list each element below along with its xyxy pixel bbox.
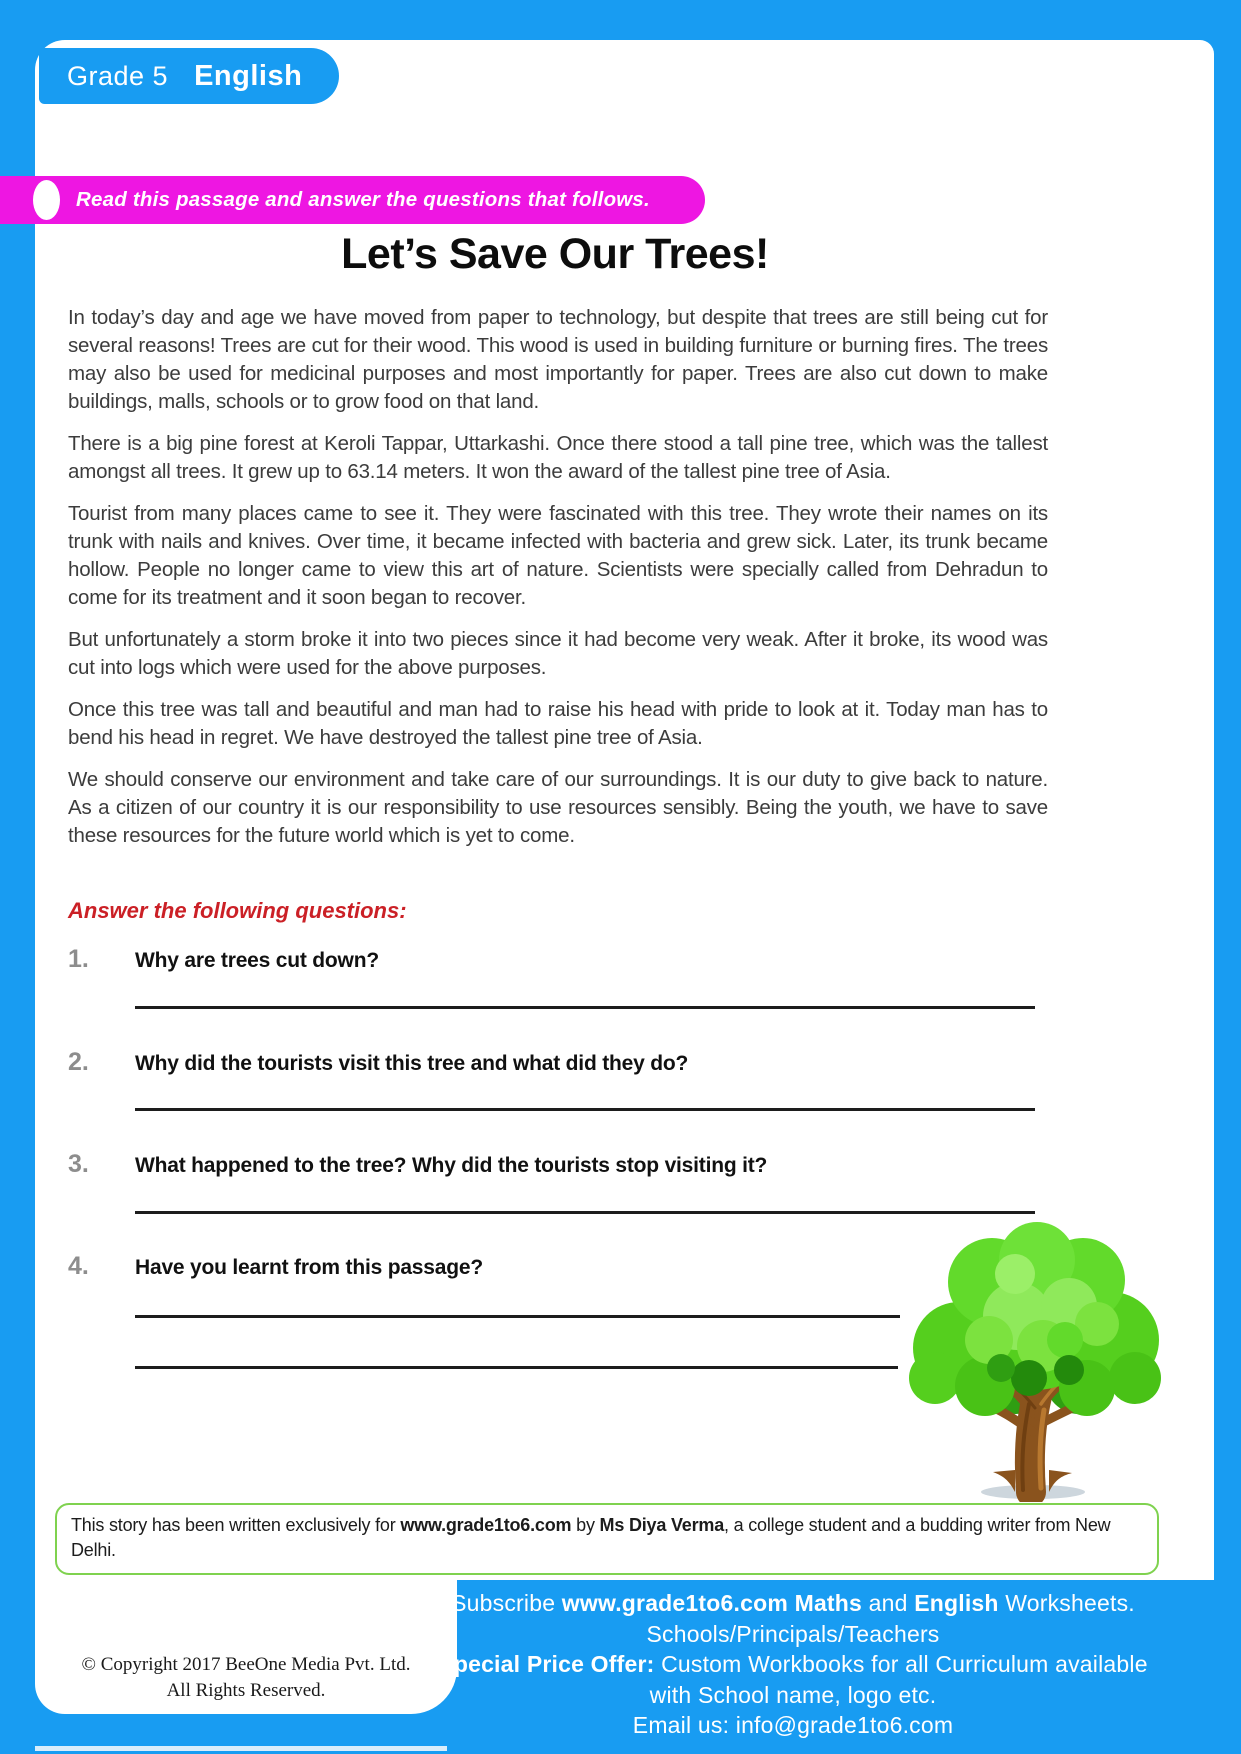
footer-subscribe-line — [428, 1588, 1158, 1619]
worksheet-sheet — [35, 40, 1214, 1580]
subject-label: English — [194, 59, 303, 92]
passage-body — [68, 304, 1048, 864]
passage-paragraph: Tourist from many places came to see it. They were fascinated with this tree. They wrote their names on its trunk with nails and knives. Over time, it became infected with bacteria and grew sick. Later, its trunk became hollow. People no longer came to view this art of nature. Scientists were specially called from Dehradun to come for its treatment and it soon began to recover. — [68, 502, 1048, 609]
footer-site-maths: www.grade1to6.com Maths — [561, 1590, 863, 1616]
footer-subscribe-suffix: Worksheets. — [998, 1590, 1135, 1616]
footer-promo — [428, 1588, 1158, 1741]
copyright-panel — [35, 1580, 457, 1714]
credit-text-suffix: , a college student and a budding writer from New Delhi. — [71, 1515, 1111, 1560]
passage-paragraph: We should conserve our environment and take care of our surroundings. It is our duty to give back to nature. As a citizen of our country it is our responsibility to use resources sensibly. Being the youth, we have to save these resources for the future world which is yet to come. — [68, 768, 1048, 847]
story-credit-box — [55, 1503, 1159, 1575]
instruction-text: Read this passage and answer the questions that follows. — [76, 188, 650, 211]
copyright-line1: © Copyright 2017 BeeOne Media Pvt. Ltd. — [81, 1654, 411, 1675]
footer-offer-line — [428, 1649, 1158, 1680]
question-text: Why did the tourists visit this tree and what did they do? — [135, 1052, 689, 1075]
answer-blank-line — [135, 1366, 898, 1369]
question-text: What happened to the tree? Why did the tourists stop visiting it? — [135, 1154, 768, 1177]
credit-text-middle: by — [571, 1515, 600, 1535]
question-number: 3. — [68, 1150, 89, 1178]
answer-blank-line — [135, 1315, 900, 1318]
grade-label: Grade 5 — [67, 60, 169, 91]
footer-offer-rest: Custom Workbooks for all Curriculum available — [654, 1651, 1148, 1677]
credit-author: Ms Diya Verma — [599, 1515, 725, 1535]
question-number: 4. — [68, 1252, 89, 1280]
question-text: Why are trees cut down? — [135, 949, 379, 972]
footer-offer-line2: with School name, logo etc. — [649, 1681, 937, 1708]
passage-title: Let’s Save Our Trees! — [341, 230, 769, 278]
credit-text-prefix: This story has been written exclusively for — [71, 1515, 401, 1535]
question-number: 2. — [68, 1048, 89, 1076]
passage-paragraph: In today’s day and age we have moved from paper to technology, but despite that trees are still being cut for several reasons! Trees are cut for their wood. This wood is used in building furniture or burning fires. The trees may also be used for medicinal purposes and most importantly for paper. Trees are also cut down to make buildings, malls, schools or to grow food on that land. — [68, 306, 1048, 413]
answer-blank-line — [135, 1006, 1035, 1009]
passage-paragraph: There is a big pine forest at Keroli Tappar, Uttarkashi. Once there stood a tall pine tree, which was the tallest amongst all trees. It grew up to 63.14 meters. It won the award of the tallest pine tree of Asia. — [68, 432, 1048, 483]
passage-paragraph: Once this tree was tall and beautiful and man had to raise his head with pride to look at it. Today man has to bend his head in regret. We have destroyed the tallest pine tree of Asia. — [68, 698, 1048, 749]
footer-audience-line: Schools/Principals/Teachers — [646, 1620, 940, 1647]
instruction-banner — [0, 176, 705, 224]
credit-site: www.grade1to6.com — [400, 1515, 572, 1535]
passage-paragraph: But unfortunately a storm broke it into two pieces since it had become very weak. After it broke, its wood was cut into logs which were used for the above purposes. — [68, 628, 1048, 679]
grade-subject-tab — [39, 48, 339, 104]
questions-heading: Answer the following questions: — [68, 898, 407, 923]
answer-blank-line — [135, 1211, 1035, 1214]
footer-subscribe-mid: and — [862, 1590, 915, 1616]
banner-bullet-ellipse — [33, 180, 60, 220]
footer-subscribe-prefix: Subscribe — [451, 1590, 562, 1616]
question-text: Have you learnt from this passage? — [135, 1256, 483, 1279]
question-number: 1. — [68, 945, 89, 973]
tree-illustration — [897, 1220, 1169, 1502]
footer-offer-label: Special Price Offer: — [438, 1651, 655, 1677]
copyright-line2: All Rights Reserved. — [166, 1680, 326, 1701]
answer-blank-line — [135, 1108, 1035, 1111]
footer-email-line: Email us: info@grade1to6.com — [632, 1712, 954, 1738]
footer-english: English — [914, 1590, 999, 1616]
next-page-edge — [35, 1746, 447, 1751]
